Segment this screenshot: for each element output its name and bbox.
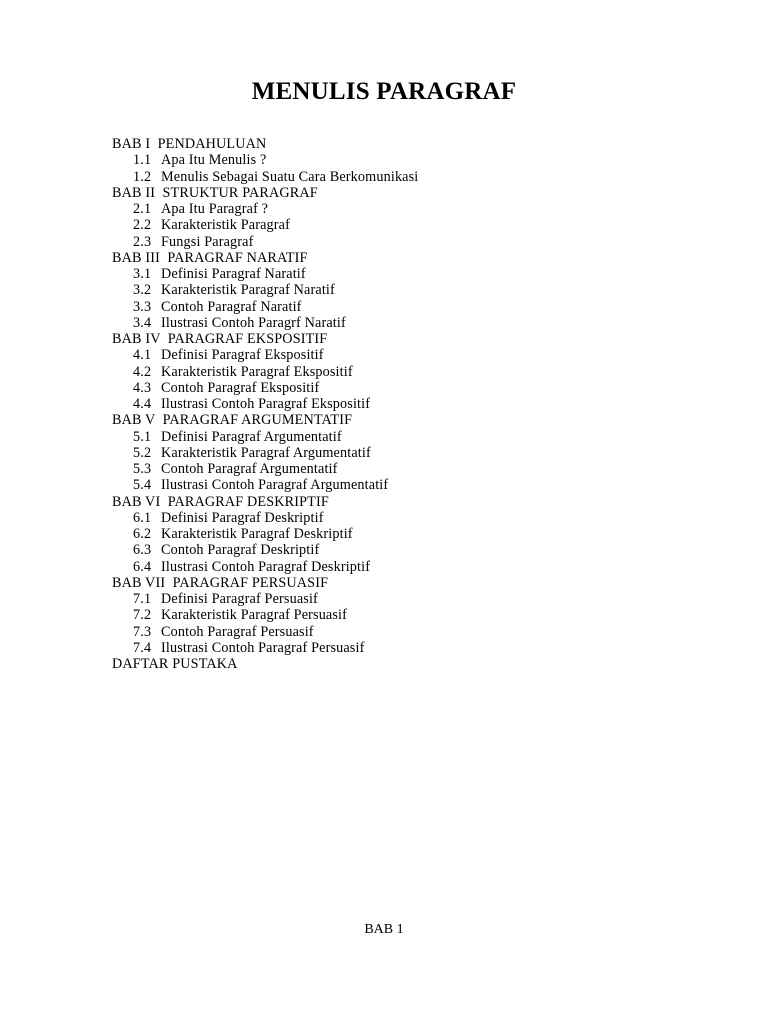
toc-section-title: Definisi Paragraf Argumentatif: [161, 428, 342, 445]
toc-chapter: BAB III PARAGRAF NARATIF: [112, 249, 308, 266]
toc-section-number: 7.4: [133, 639, 152, 656]
toc-section-title: Karakteristik Paragraf: [161, 217, 290, 234]
toc-section-number: 3.3: [133, 298, 152, 315]
toc-section: [112, 315, 672, 331]
toc-section-number: 2.3: [133, 233, 152, 250]
toc-section-number: 1.1: [133, 152, 152, 169]
toc-section-title: Contoh Paragraf Ekspositif: [161, 379, 320, 396]
toc-section: [112, 640, 672, 656]
toc-section-number: 5.1: [133, 428, 152, 445]
toc-chapter: BAB I PENDAHULUAN: [112, 136, 267, 152]
toc-section-number: 7.2: [133, 607, 152, 624]
toc-section-number: 4.1: [133, 347, 152, 364]
page-footer: BAB 1: [364, 922, 404, 937]
toc-section-number: 5.3: [133, 461, 152, 477]
toc-section: [112, 445, 672, 461]
toc-section-number: 5.2: [133, 444, 152, 461]
toc-section: [112, 152, 672, 168]
toc-section-title: Ilustrasi Contoh Paragraf Persuasif: [161, 639, 365, 656]
toc-chapter: BAB VII PARAGRAF PERSUASIF: [112, 574, 329, 591]
toc-section-title: Ilustrasi Contoh Paragrf Naratif: [161, 314, 346, 331]
toc-section: [112, 234, 672, 250]
toc-section-number: 4.4: [133, 396, 152, 412]
document-title: MENULIS PARAGRAF: [251, 78, 517, 105]
toc-section-title: Menulis Sebagai Suatu Cara Berkomunikasi: [161, 168, 419, 185]
toc-section-title: Karakteristik Paragraf Persuasif: [161, 607, 348, 624]
toc-section-title: Karakteristik Paragraf Argumentatif: [161, 444, 371, 461]
toc-section: [112, 607, 672, 623]
toc-chapter: BAB V PARAGRAF ARGUMENTATIF: [112, 412, 353, 429]
toc-section: [112, 201, 672, 217]
toc-section: [112, 510, 672, 526]
toc-section: [112, 542, 672, 558]
toc-section-number: 3.4: [133, 314, 152, 331]
toc-section-title: Contoh Paragraf Naratif: [161, 298, 302, 315]
toc-section: [112, 591, 672, 607]
toc-section-number: 6.2: [133, 526, 152, 542]
toc-section: [112, 217, 672, 233]
toc-section-title: Contoh Paragraf Deskriptif: [161, 542, 320, 559]
toc-section-number: 5.4: [133, 477, 152, 494]
toc-section-number: 2.1: [133, 201, 152, 217]
toc-section-title: Karakteristik Paragraf Naratif: [161, 282, 335, 299]
toc-section-title: Ilustrasi Contoh Paragraf Ekspositif: [161, 396, 371, 412]
toc-section-number: 6.4: [133, 558, 152, 575]
table-of-contents: [112, 136, 672, 672]
toc-chapter: DAFTAR PUSTAKA: [112, 656, 238, 672]
toc-section: [112, 396, 672, 412]
toc-section-number: 3.1: [133, 266, 152, 282]
toc-section: [112, 477, 672, 493]
toc-section: [112, 347, 672, 363]
toc-section: [112, 461, 672, 477]
toc-section-number: 4.3: [133, 379, 152, 396]
toc-section-title: Fungsi Paragraf: [161, 233, 254, 250]
toc-section: [112, 624, 672, 640]
toc-section-number: 6.3: [133, 542, 152, 559]
toc-section-title: Definisi Paragraf Naratif: [161, 266, 306, 282]
toc-section-title: Apa Itu Menulis ?: [161, 152, 267, 169]
toc-section-number: 7.1: [133, 591, 152, 607]
toc-section: [112, 364, 672, 380]
toc-section: [112, 380, 672, 396]
toc-section: [112, 282, 672, 298]
toc-section-number: 7.3: [133, 623, 152, 640]
toc-section: [112, 559, 672, 575]
toc-section: [112, 429, 672, 445]
toc-section-number: 1.2: [133, 168, 152, 185]
toc-section-title: Definisi Paragraf Persuasif: [161, 591, 318, 607]
toc-section-title: Ilustrasi Contoh Paragraf Argumentatif: [161, 477, 389, 494]
toc-section-title: Ilustrasi Contoh Paragraf Deskriptif: [161, 558, 371, 575]
toc-section-title: Karakteristik Paragraf Ekspositif: [161, 363, 353, 380]
toc-section-number: 6.1: [133, 509, 152, 526]
toc-section-number: 4.2: [133, 363, 152, 380]
toc-chapter: BAB II STRUKTUR PARAGRAF: [112, 184, 318, 201]
toc-section: [112, 266, 672, 282]
toc-chapter: BAB IV PARAGRAF EKSPOSITIF: [112, 331, 328, 347]
toc-section: [112, 169, 672, 185]
toc-section-title: Contoh Paragraf Persuasif: [161, 623, 314, 640]
toc-section-title: Apa Itu Paragraf ?: [161, 201, 269, 217]
toc-section-number: 2.2: [133, 217, 152, 234]
toc-chapter: BAB VI PARAGRAF DESKRIPTIF: [112, 493, 329, 510]
toc-section: [112, 299, 672, 315]
toc-section-number: 3.2: [133, 282, 152, 299]
toc-section-title: Definisi Paragraf Deskriptif: [161, 509, 324, 526]
toc-section-title: Karakteristik Paragraf Deskriptif: [161, 526, 353, 542]
toc-section: [112, 526, 672, 542]
toc-section-title: Contoh Paragraf Argumentatif: [161, 461, 338, 477]
toc-section-title: Definisi Paragraf Ekspositif: [161, 347, 324, 364]
